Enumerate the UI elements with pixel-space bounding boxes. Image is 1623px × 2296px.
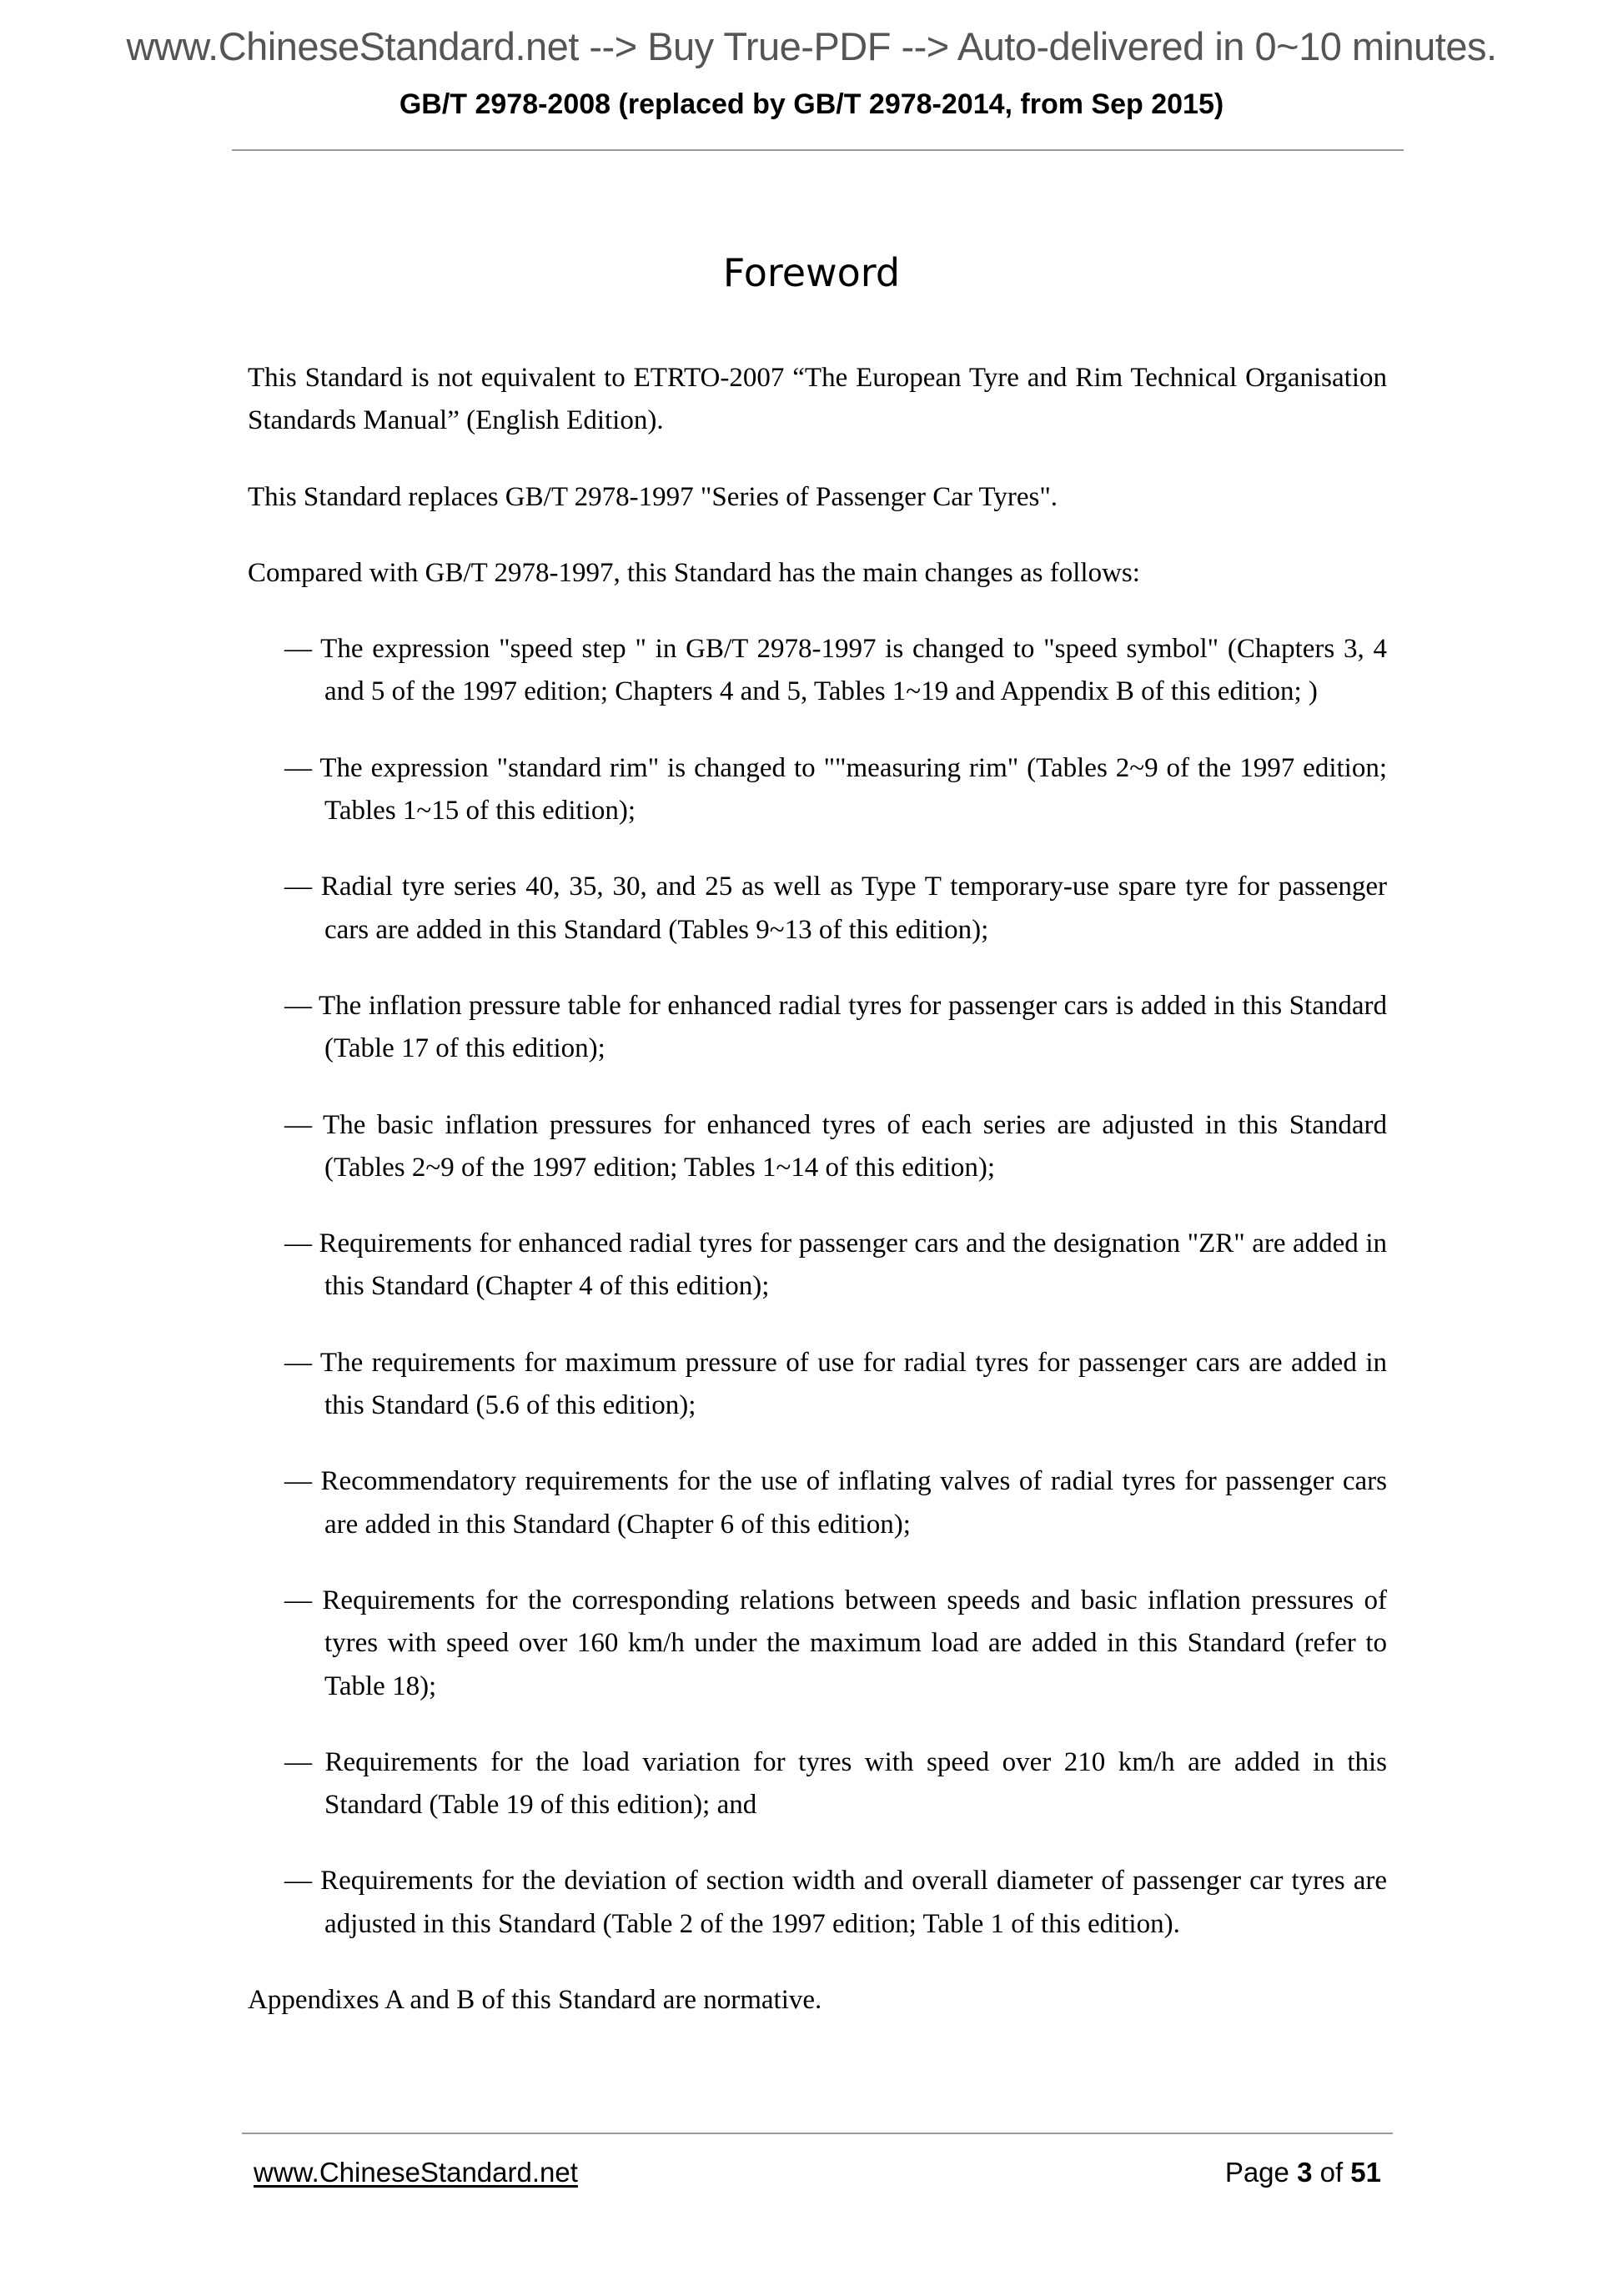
intro-paragraph: This Standard is not equivalent to ETRTO-2007 “The European Tyre and Rim Technical Organisation Standards Manual” (English Edition). [248,363,1387,436]
change-item: — The inflation pressure table for enhanced radial tyres for passenger cars is added in this Standard (Table 17 of this edition); [284,990,1387,1064]
standard-header: GB/T 2978-2008 (replaced by GB/T 2978-2014, from Sep 2015) [399,88,1224,120]
page-number [1225,2157,1381,2188]
change-item: — Requirements for enhanced radial tyres for passenger cars and the designation "ZR" are added in this Standard (Chapter 4 of this edition); [284,1228,1387,1302]
intro-paragraph: This Standard replaces GB/T 2978-1997 "Series of Passenger Car Tyres". [248,481,1058,512]
change-item: — The expression "standard rim" is changed to ""measuring rim" (Tables 2~9 of the 1997 edition; Tables 1~15 of this edition); [284,752,1387,826]
closing-paragraph: Appendixes A and B of this Standard are normative. [248,1985,822,2016]
foreword-body [248,357,1387,2055]
page-title: Foreword [722,250,901,295]
footer-site-link[interactable]: www.ChineseStandard.net [254,2157,578,2188]
page-of: of [1312,2157,1351,2188]
change-item: — The requirements for maximum pressure of use for radial tyres for passenger cars are added in this Standard (5.6 of this edition); [284,1347,1387,1421]
change-item: — The basic inflation pressures for enhanced tyres of each series are adjusted in this Standard (Tables 2~9 of the 1997 edition; Tables 1~14 of this edition); [284,1109,1387,1183]
header-divider [232,149,1404,151]
page-current: 3 [1297,2157,1313,2188]
page-prefix: Page [1224,2157,1298,2188]
change-item: — The expression "speed step " in GB/T 2978-1997 is changed to "speed symbol" (Chapters 3, 4 and 5 of the 1997 edition; Chapters 4 and 5, Tables 1~19 and Appendix B of this edition; ) [284,634,1387,707]
footer-divider [242,2133,1393,2134]
site-banner[interactable]: www.ChineseStandard.net --> Buy True-PDF --> Auto-delivered in 0~10 minutes. [126,24,1497,68]
change-item: — Requirements for the deviation of section width and overall diameter of passenger car tyres are adjusted in this Standard (Table 2 of the 1997 edition; Table 1 of this edition). [284,1866,1387,1939]
change-item: — Requirements for the load variation for tyres with speed over 210 km/h are added in this Standard (Table 19 of this edition); and [284,1746,1387,1821]
intro-paragraph: Compared with GB/T 2978-1997, this Standard has the main changes as follows: [248,557,1140,588]
change-item: — Radial tyre series 40, 35, 30, and 25 as well as Type T temporary-use spare tyre for passenger cars are added in this Standard (Tables 9~13 of this edition); [284,872,1387,945]
change-item: — Recommendatory requirements for the use of inflating valves of radial tyres for passenger cars are added in this Standard (Chapter 6 of this edition); [284,1466,1387,1540]
page-total: 51 [1350,2157,1381,2188]
change-item: — Requirements for the corresponding relations between speeds and basic inflation pressures of tyres with speed over 160 km/h under the maximum load are added in this Standard (refer to Table 18); [284,1585,1387,1701]
